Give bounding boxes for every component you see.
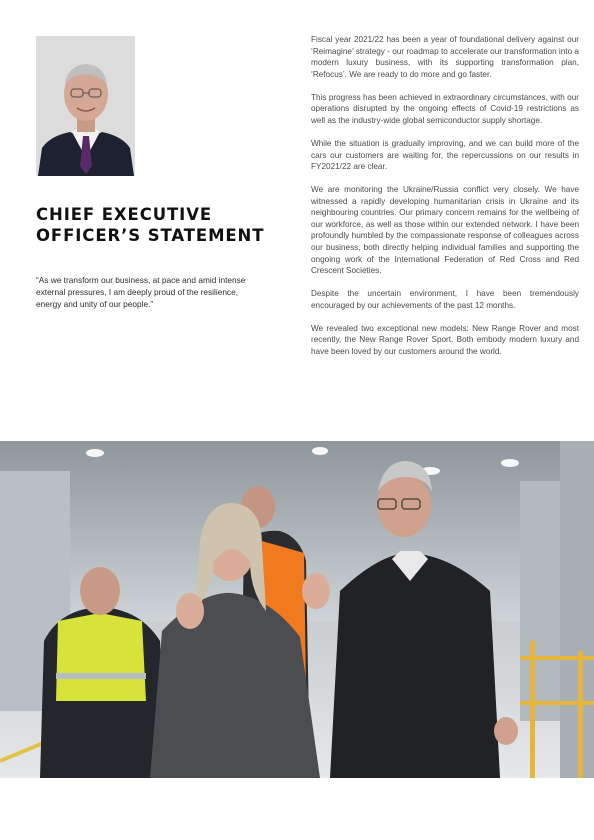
body-paragraph-6: We revealed two exceptional new models: New Range Rover and most recently, the New Range Rover Sport. Both embody modern luxury and have been loved by our customers around the world. xyxy=(311,323,579,357)
factory-walk-photo xyxy=(0,441,594,778)
body-paragraph-5: Despite the uncertain environment, I have been tremendously encouraged by our achievements of the past 12 months. xyxy=(311,289,579,310)
page-title xyxy=(36,204,276,246)
body-paragraph-4: We are monitoring the Ukraine/Russia conflict very closely. We have witnessed a rapidly developing humanitarian crisis in Ukraine and its neighbouring countries. Our primary concern remains for the wellbeing of our workforce, as well as those within our extended network. I have been profoundly humbled by the compassionate response of colleagues across our business, both directly helping individual families and supporting the ongoing work of the International Federation of Red Cross and Red Crescent Societies. xyxy=(311,185,579,276)
pull-quote: “As we transform our business, at pace and amid intense external pressures, I am deeply proud of the resilience, energy and unity of our people.” xyxy=(36,275,246,310)
ceo-portrait-photo xyxy=(36,36,135,176)
body-paragraph-2: This progress has been achieved in extraordinary circumstances, with our operations disrupted by the ongoing effects of Covid-19 restrictions as well as the industry-wide global semiconductor supply shortage. xyxy=(311,92,579,125)
body-paragraph-3: While the situation is gradually improving, and we can build more of the cars our customers are waiting for, the repercussions on our results in FY2021/22 are clear. xyxy=(311,138,579,172)
body-paragraph-1: Fiscal year 2021/22 has been a year of foundational delivery against our ‘Reimagine’ strategy - our roadmap to accelerate our transformation into a modern luxury business, with its supporting transformation plan, ‘Refocus’. We are ready to do more and go faster. xyxy=(311,35,579,79)
body-text-column xyxy=(311,34,579,369)
page-title-line-1: CHIEF EXECUTIVE xyxy=(36,205,213,224)
page-title-line-2: OFFICER’S STATEMENT xyxy=(36,226,265,245)
